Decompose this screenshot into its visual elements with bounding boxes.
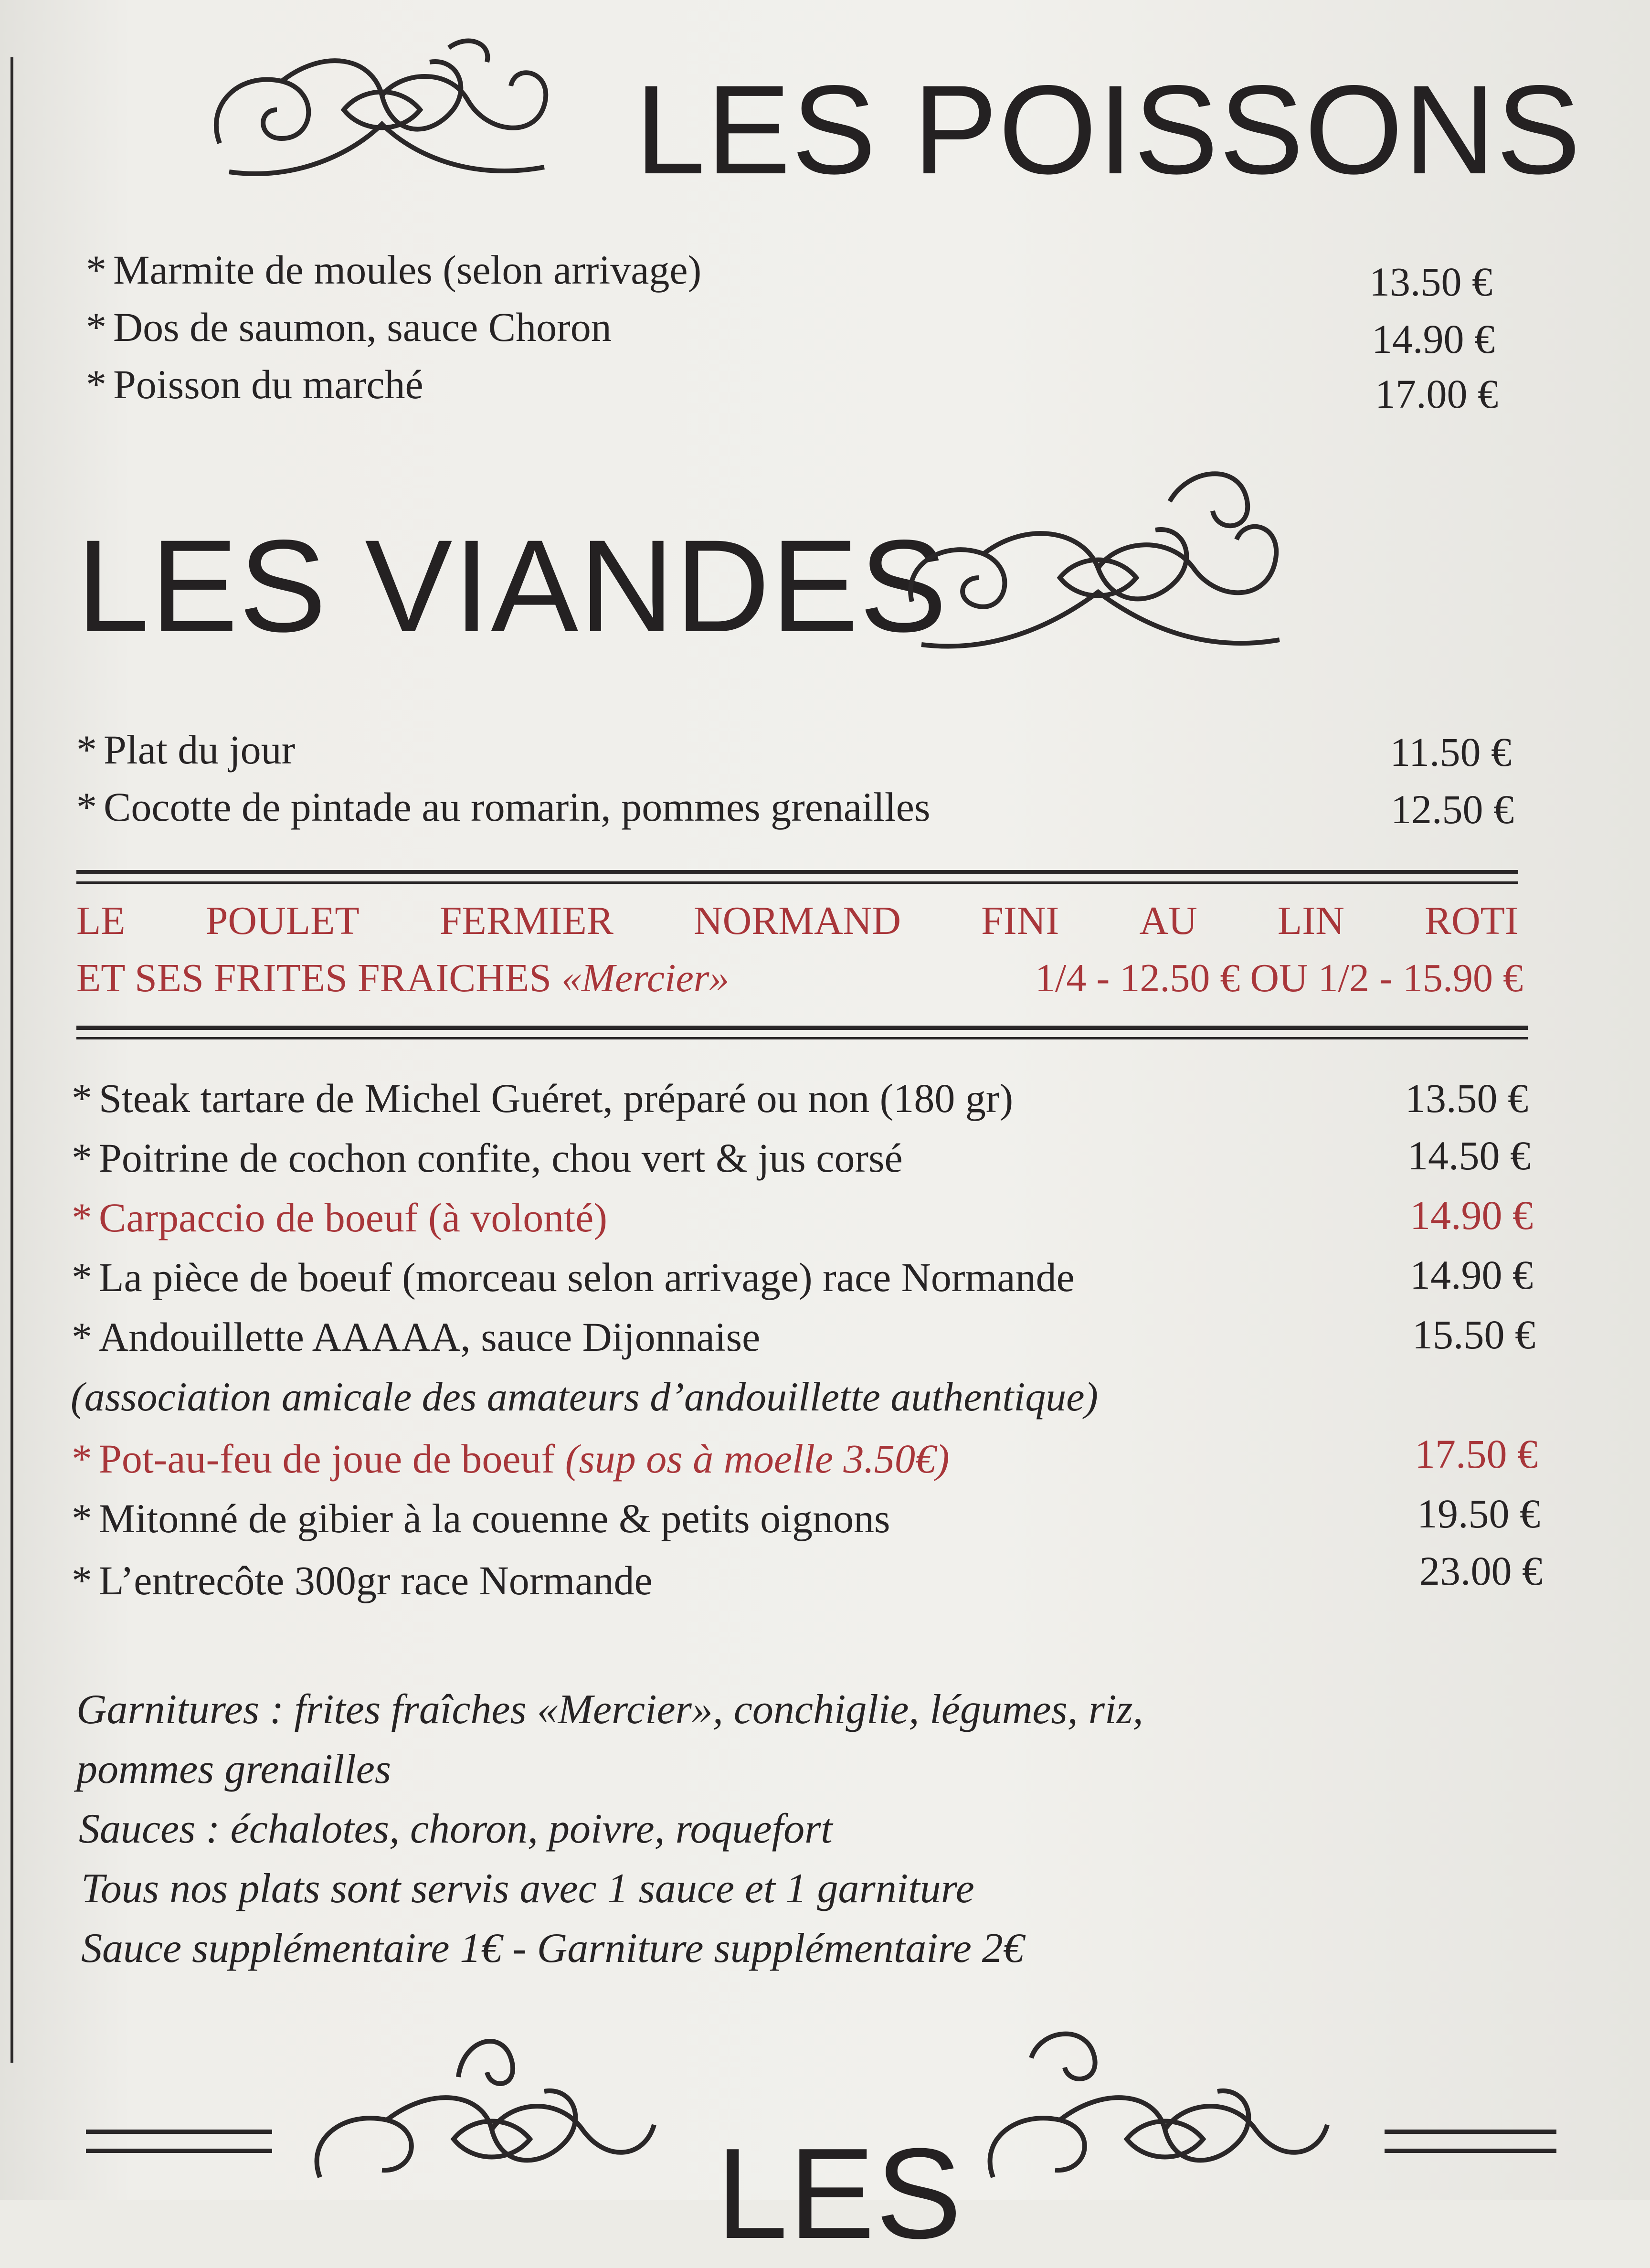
- item-price: 15.50 €: [1412, 1312, 1535, 1357]
- list-item: * Poitrine de cochon confite, chou vert & jus corsé: [72, 1135, 903, 1181]
- divider: [86, 2149, 272, 2153]
- divider: [76, 1037, 1528, 1039]
- item-price: 11.50 €: [1390, 729, 1512, 775]
- scroll-ornament-icon: [301, 2020, 664, 2200]
- poissons-title: LES POISSONS: [635, 59, 1582, 201]
- item-price: 13.50 €: [1369, 259, 1492, 305]
- list-item: * Mitonné de gibier à la couenne & petits oignons: [72, 1495, 890, 1541]
- item-price: 17.00 €: [1375, 371, 1498, 417]
- list-item: * Andouillette AAAAA, sauce Dijonnaise: [72, 1314, 761, 1360]
- list-item: * Plat du jour: [76, 727, 296, 773]
- scroll-ornament-icon: [201, 29, 563, 201]
- item-price: 13.50 €: [1405, 1075, 1528, 1121]
- list-item: * Poisson du marché: [86, 361, 423, 407]
- divider: [86, 2130, 272, 2134]
- page-frame-left-border: [0, 57, 13, 2063]
- next-section-title: LES: [716, 2122, 963, 2266]
- list-item: * La pièce de boeuf (morceau selon arrivage) race Normande: [72, 1254, 1075, 1300]
- viandes-title: LES VIANDES: [76, 513, 948, 659]
- item-price: 17.50 €: [1415, 1431, 1538, 1477]
- item-price: 14.50 €: [1407, 1133, 1531, 1178]
- garnitures-note-cont: pommes grenailles: [76, 1746, 391, 1792]
- divider: [1385, 2149, 1556, 2153]
- list-item: * Pot-au-feu de joue de boeuf (sup os à moelle 3.50€): [72, 1436, 950, 1482]
- poulet-line-1: LE POULET FERMIER NORMAND FINI AU LIN ROTI: [76, 899, 1518, 943]
- poulet-line-2: ET SES FRITES FRAICHES «Mercier» 1/4 - 12.50 € OU 1/2 - 15.90 €: [76, 956, 1523, 1000]
- item-price: 14.90 €: [1410, 1192, 1533, 1238]
- divider: [76, 1026, 1528, 1030]
- item-price: 14.90 €: [1410, 1252, 1533, 1298]
- scroll-ornament-icon: [974, 2020, 1346, 2200]
- divider: [76, 881, 1518, 884]
- supplement-note: Sauce supplémentaire 1€ - Garniture supplémentaire 2€: [81, 1925, 1024, 1971]
- scroll-ornament-icon: [902, 458, 1294, 668]
- andouillette-note: (association amicale des amateurs d’andouillette authentique): [71, 1374, 1099, 1420]
- service-note: Tous nos plats sont servis avec 1 sauce et 1 garniture: [81, 1865, 974, 1912]
- item-price: 14.90 €: [1372, 316, 1495, 362]
- sauces-note: Sauces : échalotes, choron, poivre, roquefort: [79, 1806, 833, 1852]
- list-item: * Marmite de moules (selon arrivage): [86, 247, 702, 293]
- divider: [76, 870, 1518, 874]
- list-item: * Carpaccio de boeuf (à volonté): [72, 1195, 607, 1240]
- list-item: * Steak tartare de Michel Guéret, préparé ou non (180 gr): [72, 1075, 1014, 1121]
- garnitures-note: Garnitures : frites fraîches «Mercier», conchiglie, légumes, riz,: [76, 1686, 1143, 1733]
- divider: [1385, 2130, 1556, 2134]
- item-price: 23.00 €: [1419, 1548, 1543, 1594]
- list-item: * Cocotte de pintade au romarin, pommes grenailles: [76, 784, 931, 830]
- list-item: * Dos de saumon, sauce Choron: [86, 304, 612, 350]
- item-price: 19.50 €: [1417, 1491, 1540, 1537]
- item-price: 12.50 €: [1391, 786, 1514, 832]
- list-item: * L’entrecôte 300gr race Normande: [72, 1558, 653, 1603]
